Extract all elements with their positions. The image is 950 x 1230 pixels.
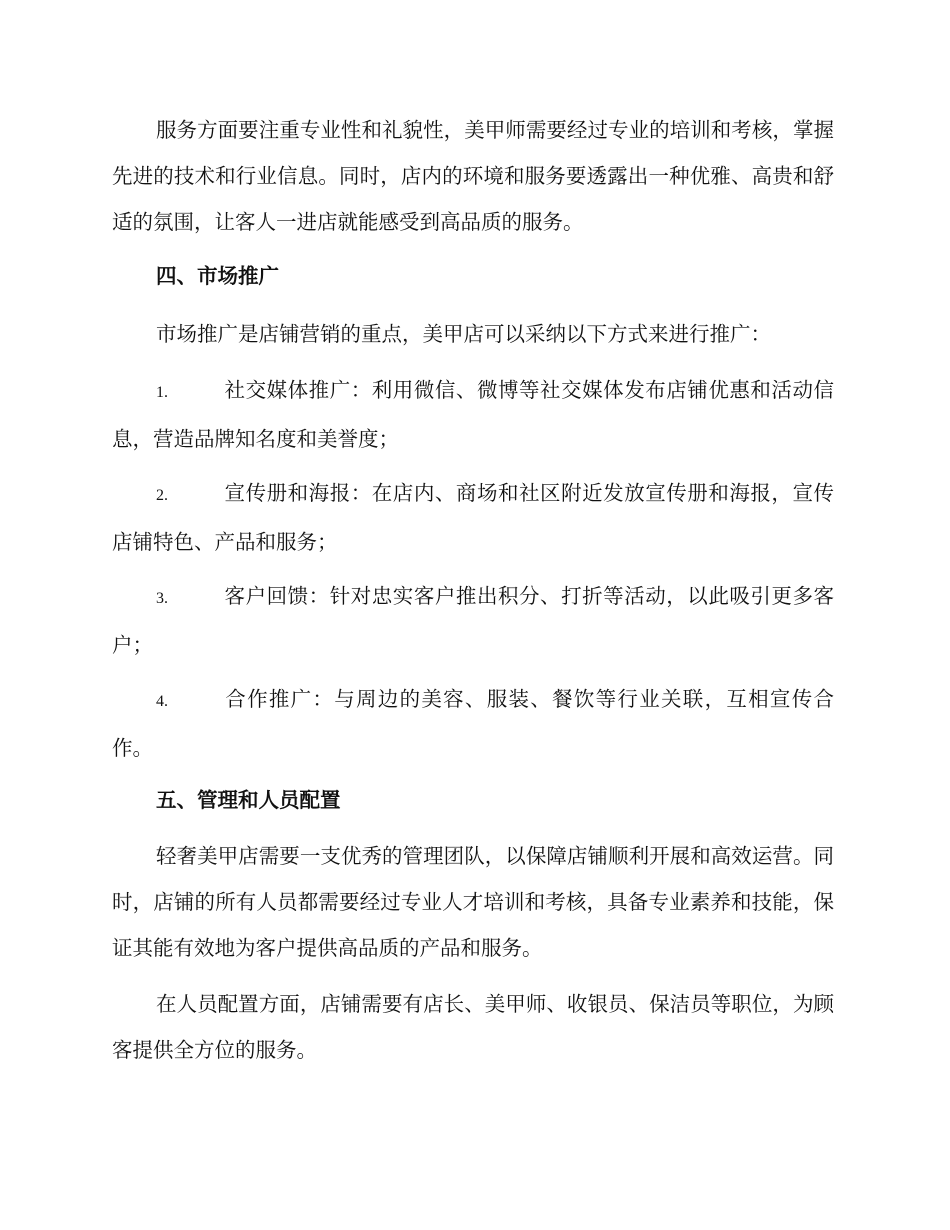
list-item — [112, 573, 834, 668]
list-item-number: 2. — [156, 487, 168, 504]
service-paragraph: 服务方面要注重专业性和礼貌性，美甲师需要经过专业的培训和考核，掌握先进的技术和行业信息。同时，店内的环境和服务要透露出一种优雅、高贵和舒适的氛围，让客人一进店就能感受到高品质的服务。 — [112, 118, 834, 234]
list-item-number: 3. — [156, 590, 168, 607]
list-item-text: 社交媒体推广：利用微信、微博等社交媒体发布店铺优惠和活动信息，营造品牌知名度和美誉度； — [112, 378, 834, 451]
list-item — [112, 676, 834, 771]
list-item — [112, 367, 834, 462]
list-item-text: 合作推广：与周边的美容、服装、餐饮等行业关联，互相宣传合作。 — [112, 687, 834, 760]
section-heading-marketing: 四、市场推广 — [156, 264, 279, 288]
list-item-text: 客户回馈：针对忠实客户推出积分、打折等活动，以此吸引更多客户； — [112, 584, 834, 657]
list-item-number: 4. — [156, 693, 168, 710]
list-item-number: 1. — [156, 384, 168, 401]
marketing-intro-paragraph: 市场推广是店铺营销的重点，美甲店可以采纳以下方式来进行推广： — [156, 322, 771, 346]
section-heading-management: 五、管理和人员配置 — [156, 788, 341, 812]
management-paragraph: 轻奢美甲店需要一支优秀的管理团队，以保障店铺顺利开展和高效运营。同时，店铺的所有人员都需要经过专业人才培训和考核，具备专业素养和技能，保证其能有效地为客户提供高品质的产品和服务。 — [112, 844, 834, 960]
list-item — [112, 470, 834, 565]
staffing-paragraph: 在人员配置方面，店铺需要有店长、美甲师、收银员、保洁员等职位，为顾客提供全方位的服务。 — [112, 992, 834, 1062]
list-item-text: 宣传册和海报：在店内、商场和社区附近发放宣传册和海报，宣传店铺特色、产品和服务； — [112, 481, 834, 554]
